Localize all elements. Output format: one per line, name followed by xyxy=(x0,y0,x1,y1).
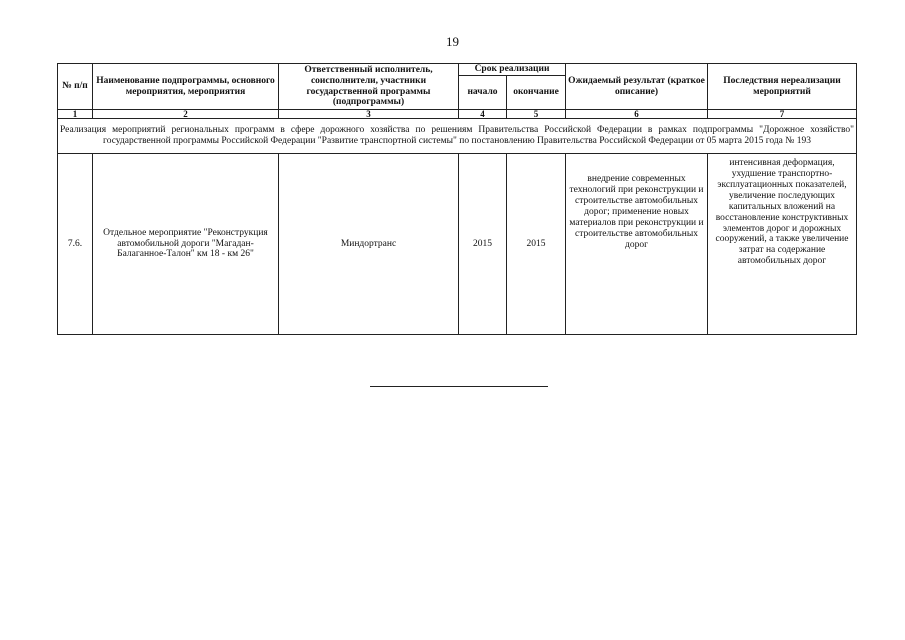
header-num: № п/п xyxy=(58,64,93,110)
header-result: Ожидаемый результат (краткое описание) xyxy=(566,64,708,110)
column-number-row xyxy=(58,110,857,119)
table-row xyxy=(58,154,857,335)
section-title: Реализация мероприятий региональных программ в сфере дорожного хозяйства по решениям Правительства Российской Федерации в рамках подпрограммы "Дорожное хозяйство" государственной программы Российской Федерации "Развитие транспортной системы" по постановлению Правительства Российской Федерации от 05 марта 2015 года № 193 xyxy=(60,125,854,146)
header-period: Срок реализации xyxy=(459,64,566,76)
row-num: 7.6. xyxy=(58,154,93,335)
end-divider xyxy=(370,386,548,387)
header-consequences: Последствия нереализации мероприятий xyxy=(708,64,857,110)
page-number: 19 xyxy=(446,34,459,49)
column-number: 3 xyxy=(279,110,459,119)
column-number: 1 xyxy=(58,110,93,119)
section-title-cell xyxy=(58,119,857,154)
column-number: 4 xyxy=(459,110,507,119)
column-number: 7 xyxy=(708,110,857,119)
header-name: Наименование подпрограммы, основного мероприятия, мероприятия xyxy=(93,64,279,110)
row-start: 2015 xyxy=(459,154,507,335)
column-number: 6 xyxy=(566,110,708,119)
program-table xyxy=(57,63,857,335)
column-number: 2 xyxy=(93,110,279,119)
header-responsible: Ответственный исполнитель, соисполнители, участники государственной программы (подпрограммы) xyxy=(279,64,459,110)
section-row xyxy=(58,119,857,154)
row-consequences: интенсивная деформация, ухудшение транспортно-эксплуатационных показателей, увеличение последующих капитальных вложений на восстановление конструктивных элементов дорог и дорожных сооружений, а также увеличение затрат на содержание автомобильных дорог xyxy=(708,154,857,335)
row-end: 2015 xyxy=(507,154,566,335)
column-number: 5 xyxy=(507,110,566,119)
row-name: Отдельное мероприятие "Реконструкция автомобильной дороги "Магадан-Балаганное-Талон" км 18 - км 26" xyxy=(93,154,279,335)
row-result: внедрение современных технологий при реконструкции и строительстве автомобильных дорог; применение новых материалов при реконструкции и строительстве автомобильных дорог xyxy=(566,154,708,335)
header-start: начало xyxy=(459,76,507,110)
header-end: окончание xyxy=(507,76,566,110)
row-responsible: Миндортранс xyxy=(279,154,459,335)
